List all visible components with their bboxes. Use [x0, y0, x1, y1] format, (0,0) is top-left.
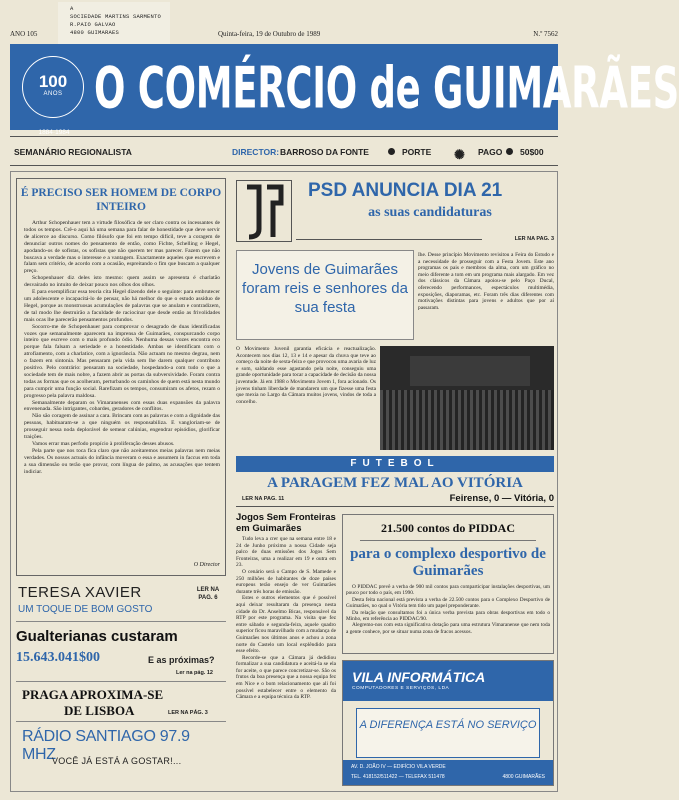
issue-year: ANO 105	[10, 30, 38, 38]
paragraph: Arthur Schopenhauer tem a virtude filosófica de ser claro contra os incessantes de todos os tempos. Crê-o aqui há uma semana para falar de honestidade que deve servir de alicerce ao discurso. Como filósofo que foi em tempo difícil, teve a coragem de denunciar outros nomes do pensamento de então, como Fichte, Schelling e Hegel, apodando-os de sofistas, os sofistas que não querem ter mas parecer. Fazem que não buscava a verdade mas o interesse e a vantagem. Exactamente aqueles que escrevem e falam sem critério, de acordo com a ocasião, espreitando o fim que buscam a qualquer preço.	[24, 220, 220, 275]
gualterianas-question: E as próximas?	[148, 655, 215, 665]
newspaper-title: O COMÉRCIO de GUIMARÃES	[94, 54, 679, 122]
radio-name: RÁDIO SANTIAGO 97.9 MHZ	[22, 728, 190, 763]
seal-number: 100	[38, 72, 68, 91]
label-line: R.PAIO GALVAO	[70, 21, 116, 28]
label-line: 4800 GUIMARAES	[70, 29, 120, 36]
subheader	[10, 136, 558, 166]
jovens-body-left: O Movimento Juvenil garantia eficácia e reactualização. Acontecem nos dias 12, 13 e 14 e apesar da chuva que teve ao começo da noite de sexta-feira e que provocou uma avaria de luz e som, saldando esse agastando pela noite, conseguiu uma grande oportunidade para tocar a capacidade de decisão da nossa juventude. Já em 1988 o Movimento Jovem 1, fora acionado. Os jovens tinham liberdade de mandarem um que fizesse uma festa que mexia no Largo da Câmara muitos jovens, vindos de toda a concelho.	[236, 346, 376, 405]
photo-stage	[410, 356, 530, 386]
ad-city: 4800 GUIMARÃES	[502, 774, 545, 780]
piddac-headline: para o complexo desportivo de Guimarães	[350, 546, 546, 579]
paragraph: Schopenhauer diz deles isto mesmo: quem assim se apresenta é charlatão desvairado no intuito de deixar pouco nos olhos dos olhos.	[24, 275, 220, 289]
paragraph: Da relação que consultamos foi a única verba prevista para obras desportivas em todo o Minho, em referência ao PIDDAC/90.	[346, 609, 550, 623]
festival-photo	[380, 346, 554, 450]
paragraph: Socorro-me de Schopenhauer para comprovar o desagrado de duas identificadas vozes que semanalmente aparecem na imprensa de Guimarães, conspurcando corpo inteiro que escreve com o mais profundo ódio. Nenhuma dessas vozes encontra eco porque fala falsam a seriedade e a honestidade. Ambas se identificam com o atrofiamento, com a charlatice, com a ignorância. Não actuam no mesmo degrau, nem o fazem em sintonia. Mas pensaram pela vida sem lhe darem qualquer contributo positivo. Pelo contrário: pensaram na sociedade, hospedando-a com tudo o que a sociedade tem de mais nobre, a fazem abrir as portas da subversividade. Foram contra todas as formas que os acolheram, perturbando os caminhos de quem está nesta mundo para cumprir uma função social. Rarefizam os tempos, consumiram os afetos, rezam o progresso pela palavra maldosa.	[24, 323, 220, 399]
paragraph: Tudo leva a crer que na semana entre 18 e 24 de Junho próximo a nossa Cidade seja palco de duas emissões dos Jogos Sem Fronteiras, uma a realizar em 19 e outra em 23.	[236, 536, 336, 569]
promo-teresa-tagline: UM TOQUE DE BOM GOSTO	[18, 604, 153, 615]
label-line: A	[70, 5, 74, 12]
editorial-body	[24, 220, 220, 558]
masthead	[10, 44, 679, 136]
psd-headline: PSD ANUNCIA DIA 21	[308, 180, 503, 201]
paragraph: E para exemplificar essa teoria cita Hegel dizendo dele o seguinte: para embrutecer um adolescente e incapacitá-lo de pensar, não há melhor do que o estudo assíduo de Hegel, porque as monstruosas acumulações de palavras que se anulam e contradizem, de tal modo lhe destruirão a faculdade de raciocinar que desde então as frivolidades mais ocas lhe parecerão pensamentos profundos.	[24, 289, 220, 323]
weekly-label: SEMANÁRIO REGIONALISTA	[14, 147, 132, 157]
divider	[296, 239, 482, 240]
futebol-headline: A PARAGEM FEZ MAL AO VITÓRIA	[267, 475, 523, 491]
paragraph: Vamos errar mas perfodo propício à proliferação desses abusos.	[32, 441, 175, 447]
centenary-seal	[22, 56, 84, 136]
jogos-body	[236, 536, 336, 786]
label-line: SOCIEDADE MARTINS SARMENTO	[70, 13, 162, 20]
futebol-score: Feirense, 0 — Vitória, 0	[449, 493, 554, 504]
futebol-ref: LER NA PAG. 11	[242, 496, 285, 502]
promo-praga[interactable]	[16, 686, 226, 722]
psd-subheadline: as suas candidaturas	[368, 205, 492, 220]
promo-teresa[interactable]	[16, 582, 226, 622]
gualterianas-ref: Ler na pág. 12	[176, 670, 213, 676]
issue-date: Quinta-feira, 19 de Outubro de 1989	[218, 30, 321, 38]
ad-slogan-box	[356, 708, 540, 758]
psd-logo-icon	[237, 181, 293, 243]
promo-teresa-name: TERESA XAVIER	[18, 584, 142, 601]
editorial-signature: O Director	[193, 562, 220, 568]
divider	[236, 506, 554, 507]
piddac-amount-title: 21.500 contos do PIDDAC	[380, 521, 515, 535]
ad-logo: VILA INFORMÁTICA	[352, 669, 486, 685]
paragraph: Alegremo-nos com esta significativa dotação para uma estrutura Vimaranense que nem toda a gente conhece, por se situar numa zona de fracos acessos.	[346, 622, 550, 635]
paragraph: O cenário será o Campo de S. Mamede e 250 milhões de habitantes de doze países europeus terão ensejo de ver Guimarães durante três horas de emissão.	[236, 568, 336, 595]
gualterianas-amount: 15.643.041$00	[16, 650, 100, 665]
jovens-headline: Jovens de Guimarães foram reis e senhores da sua festa	[242, 261, 408, 316]
price: 50$00	[520, 147, 544, 157]
radio-tagline: VOCÊ JÁ ESTÁ A GOSTAR!...	[52, 756, 182, 766]
director-name: BARROSO DA FONTE	[280, 147, 369, 157]
photo-crowd	[380, 390, 554, 450]
jogos-title: Jogos Sem Fronteiras em Guimarães	[236, 512, 336, 534]
stamp-icon: ✺	[454, 147, 465, 162]
piddac-body	[346, 584, 550, 650]
ad-footer	[343, 760, 553, 785]
seal-years: 1884·1984	[38, 129, 70, 136]
futebol-banner: FUTEBOL	[236, 456, 554, 472]
psd-logo	[236, 180, 292, 242]
bullet-icon	[506, 148, 513, 155]
ad-tagline: COMPUTADORES E SERVIÇOS, LDA	[352, 686, 450, 691]
praga-line2: DE LISBOA	[64, 703, 135, 718]
editorial-title: É PRECISO SER HOMEM DE CORPO INTEIRO	[20, 187, 222, 213]
divider	[360, 540, 536, 541]
issue-number: N.º 7562	[533, 30, 558, 38]
ad-slogan: A DIFERENÇA ESTÁ NO SERVIÇO	[359, 719, 537, 731]
paragraph: Desta feita nacional está prevista a verba de 22.500 contos para o Complexo Desportivo de Guimarães, no qual o Vitória tem tido um papel preponderante.	[346, 596, 550, 610]
paragraph: Pela parte que nos toca fica claro que não aceitaremos meias palavras nem meias verdades. Os nossos actuais do infância moveram o essa e assumem in faccus em toda a sua dimensão ou terão que provar, com língua de palmo, as acusações que tentem indiciar.	[24, 447, 220, 475]
ad-address: AV. D. JOÃO IV — EDIFÍCIO VILA VERDE	[351, 764, 446, 770]
paragraph: Não são coragem de assinar a cara. Brincam com as palavras e com a dignidade das pessoas, habituaram-se a que ninguém os responsabiliza. E vangloriam-se de prosseguir nessa noda deplorável de semear calúnias, engendrar episódios, glorificar traições.	[24, 413, 220, 441]
paragraph: Semanalmente deparam os Vimaranenses com essas duas expansões da palavra envenenada. São intrigantes, cobardes, geradores de conflitos.	[24, 399, 220, 413]
promo-radio[interactable]	[16, 726, 226, 786]
paragraph: Estes e outros elementos que é possível aqui deixar resultaram da presença nesta cidade do Dr. Anselmo Bicas, responsável da RTP por este programa. Na visita que fez entre sábado e segunda-feira, aquele quadro superior ficou maravilhado com a mudança de Guimarães nos últimos anos e achou a zona norte do Castelo um local explêndido para esse efeito.	[236, 595, 336, 655]
praga-line1: PRAGA APROXIMA-SE	[22, 687, 164, 702]
paragraph: Recorde-se que a Câmara já dedidiou formalizar a sua candidatura e aceitá-la se ela for aceite, o que parece concretizar-se. São os frutos da boa presença que a nossa equipa fez em Nice e o bom relacionamento que ali foi possível estabelecer entre o elemento da Câmara e a equipa técnica da RTP.	[236, 654, 336, 701]
ad-phone: TEL. 418152/511422 — TELEFAX 511478	[351, 774, 445, 780]
psd-ref: LER NA PAG. 3	[514, 236, 554, 242]
porte-label: PORTE	[402, 147, 432, 157]
seal-word: ANOS	[43, 91, 63, 97]
paragraph: O PIDDAC prevê a verba de 900 mil contos para comparticipar instalações desportivas, um pouco por todo o país, em 1990.	[346, 584, 550, 597]
promo-gualterianas[interactable]	[16, 626, 226, 682]
director-label: DIRECTOR:	[232, 147, 280, 157]
praga-ref: LER NA PÁG. 3	[168, 710, 208, 716]
bullet-icon	[388, 148, 395, 155]
gualterianas-headline: Gualterianas custaram	[16, 628, 178, 645]
pago-label: PAGO	[478, 147, 503, 157]
promo-teresa-ref: LER NA PAG. 6	[196, 587, 220, 601]
jovens-body-right: Ihe. Desse princípio Movimento revisitou a Feira do Estudo e a necessidade de prosseguir com a Festa Jovem. Este ano programas os pais e membros da alma, com um gráfico no meio diferente a tom em um programa mais alargado. Em vez dos clássicos da Câmara apoiou-se pelo Paço Ducal, oferecendo performances, espectáculos multimédia, exposições, diaporamas, etc. Foram três dias diferentes com motivações distintas para jovens e adultos que por aí passaram.	[418, 252, 554, 311]
